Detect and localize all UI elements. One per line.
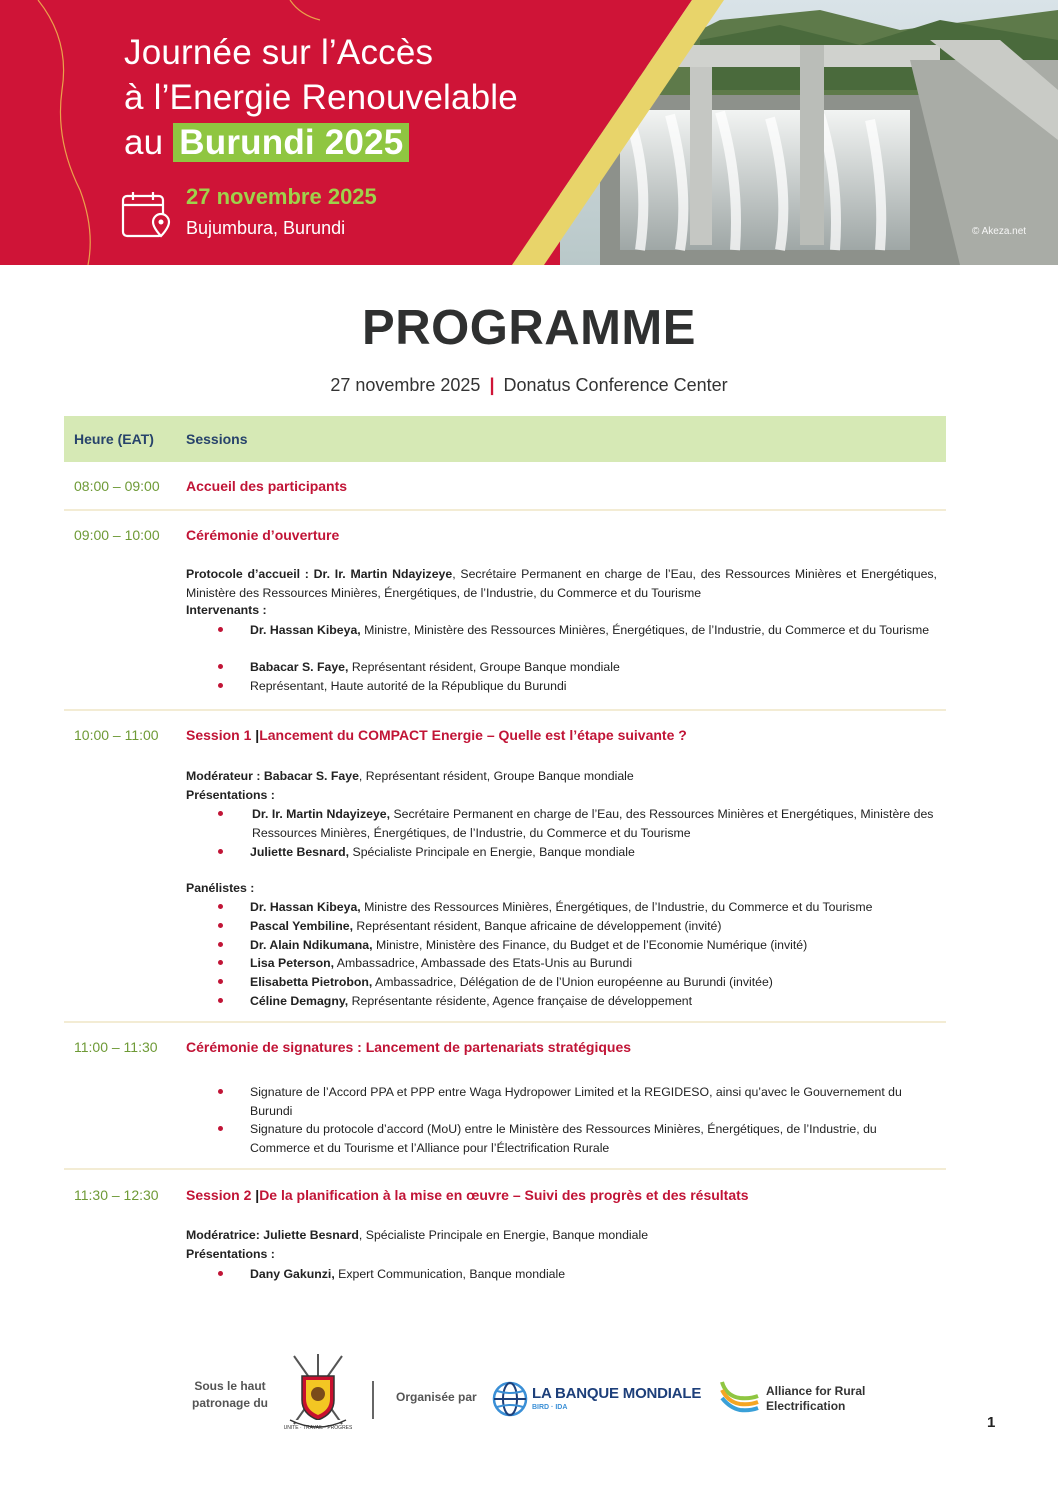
moderator-desc: , Représentant résident, Groupe Banque mondiale — [358, 769, 634, 783]
moderator-label: Modératrice: — [186, 1228, 260, 1242]
panelist-desc: Représentante résidente, Agence française de développement — [348, 994, 693, 1008]
presenter-desc: Secrétaire Permanent en charge de l’Eau, des Ressources Minières et Energétiques, Ministère des Ressources Minières, Énergétiques, de l’Industrie, du Commerce et du Tourisme — [252, 807, 934, 840]
organised-by-text: Organisée par — [396, 1390, 477, 1404]
panelist-desc: Ministre des Ressources Minières, Énergétiques, de l’Industrie, du Commerce et du Tourisme — [360, 900, 873, 914]
bullet-icon — [218, 627, 223, 632]
subtitle-venue: Donatus Conference Center — [503, 375, 728, 395]
row-divider — [64, 1021, 946, 1023]
presenter-name: Dany Gakunzi, — [250, 1267, 335, 1281]
footer-divider — [372, 1381, 374, 1419]
column-header-sessions: Sessions — [186, 431, 248, 447]
world-bank-name: LA BANQUE MONDIALE — [532, 1385, 702, 1402]
panelist-name: Pascal Yembiline, — [250, 919, 353, 933]
table-header — [64, 416, 946, 462]
row-title: Accueil des participants — [186, 478, 348, 494]
list-item — [250, 917, 940, 936]
panelists-label-text: Panélistes : — [186, 881, 255, 895]
calendar-location-icon — [121, 190, 173, 242]
bullet-icon — [218, 923, 223, 928]
list-item: Signature du protocole d’accord (MoU) entre le Ministère des Ressources Minières, Énergétiques, de l’Industrie, du Commerce et du Tourisme et l’Alliance pour l’Électrification Rurale — [250, 1122, 877, 1155]
bullet-icon — [218, 849, 223, 854]
banner-title — [124, 30, 518, 165]
list-item — [250, 677, 940, 696]
panelist-name: Céline Demagny, — [250, 994, 349, 1008]
bullet-icon — [218, 942, 223, 947]
list-item — [250, 658, 940, 677]
list-item — [250, 898, 940, 917]
list-item — [250, 954, 940, 973]
row-title — [186, 727, 687, 743]
row-divider — [64, 709, 946, 711]
speaker-desc: Représentant résident, Groupe Banque mondiale — [348, 660, 620, 674]
row-divider — [64, 509, 946, 511]
burundi-coat-of-arms-icon — [284, 1354, 352, 1436]
protocol-name: Dr. Ir. Martin Ndayizeye — [313, 567, 453, 581]
moderator-name: Juliette Besnard — [263, 1228, 359, 1242]
banner-date: 27 novembre 2025 — [186, 184, 377, 209]
protocol-desc: , Secrétaire Permanent en charge de l’Eau, des Ressources Minières et Energétiques, Ministère des Ressources Minières, Énergétiques, de l’Industrie, du Commerce et du Tourisme — [186, 567, 937, 600]
moderator-name: Babacar S. Faye — [263, 769, 359, 783]
list-item — [250, 621, 940, 640]
page-subtitle — [0, 375, 1058, 396]
panelist-desc: Ambassadrice, Délégation de de l’Union européenne au Burundi (invitée) — [372, 975, 773, 989]
speaker-desc: Ministre, Ministère des Ressources Minières, Énergétiques, de l’Industrie, du Commerce et du Tourisme — [360, 623, 930, 637]
patronage-text: Sous le haut patronage du — [191, 1379, 268, 1410]
speaker-desc: Représentant, Haute autorité de la République du Burundi — [250, 679, 567, 693]
bullet-icon — [218, 664, 223, 669]
bullet-icon — [218, 904, 223, 909]
session-title: De la planification à la mise en œuvre – Suivi des progrès et des résultats — [259, 1187, 749, 1203]
bullet-icon — [218, 979, 223, 984]
session-separator: | — [255, 1187, 260, 1203]
presenter-name: Juliette Besnard, — [250, 845, 350, 859]
banner-title-line-2: à l’Energie Renouvelable — [124, 78, 518, 117]
row-divider — [64, 1168, 946, 1170]
session-separator: | — [255, 727, 260, 743]
list-item — [250, 992, 940, 1011]
presentations-label — [186, 786, 937, 805]
presentations-label — [186, 1245, 937, 1264]
column-header-time: Heure (EAT) — [74, 431, 154, 447]
presenter-desc: Spécialiste Principale en Energie, Banque mondiale — [349, 845, 635, 859]
speaker-name: Babacar S. Faye, — [250, 660, 349, 674]
presenter-desc: Expert Communication, Banque mondiale — [334, 1267, 566, 1281]
row-time: 10:00 – 11:00 — [74, 727, 159, 743]
moderator-line — [186, 1226, 937, 1245]
row-title: Cérémonie d’ouverture — [186, 527, 340, 543]
panelist-name: Lisa Peterson, — [250, 956, 335, 970]
moderator-line — [186, 767, 937, 786]
photo-credit: © Akeza.net — [972, 226, 1027, 237]
panelist-desc: Représentant résident, Banque africaine de développement (invité) — [353, 919, 722, 933]
row-title — [186, 1187, 749, 1203]
moderator-label: Modérateur : — [186, 769, 261, 783]
presentations-label-text: Présentations : — [186, 788, 275, 802]
page-number: 1 — [987, 1414, 996, 1431]
alliance-rural-electrification-icon — [720, 1376, 760, 1416]
event-banner — [0, 0, 1058, 265]
subtitle-date: 27 novembre 2025 — [330, 375, 481, 395]
banner-title-prefix: au — [124, 123, 164, 162]
row-time: 08:00 – 09:00 — [74, 478, 160, 494]
protocol-label: Protocole d’accueil : — [186, 567, 309, 581]
session-title: Lancement du COMPACT Energie – Quelle est l’étape suivante ? — [259, 727, 687, 743]
bullet-icon — [218, 1126, 223, 1131]
bullet-icon — [218, 1089, 223, 1094]
panelist-name: Dr. Hassan Kibeya, — [250, 900, 361, 914]
banner-title-line-1: Journée sur l’Accès — [124, 33, 434, 72]
protocol-paragraph — [186, 565, 937, 602]
panelist-desc: Ambassadrice, Ambassade des Etats-Unis au Burundi — [334, 956, 633, 970]
banner-title-highlight: Burundi 2025 — [173, 123, 409, 162]
row-time: 11:00 – 11:30 — [74, 1039, 158, 1055]
emblem-motto: UNITE · TRAVAIL · PROGRES — [284, 1425, 352, 1431]
bullet-icon — [218, 683, 223, 688]
page-title: PROGRAMME — [362, 301, 696, 355]
list-item — [250, 843, 940, 862]
row-time: 11:30 – 12:30 — [74, 1187, 159, 1203]
moderator-desc: , Spécialiste Principale en Energie, Banque mondiale — [358, 1228, 649, 1242]
banner-location: Bujumbura, Burundi — [186, 218, 346, 238]
bullet-icon — [218, 998, 223, 1003]
bullet-icon — [218, 1271, 223, 1276]
alliance-name: Alliance for Rural Electrification — [766, 1384, 866, 1413]
presentations-label-text: Présentations : — [186, 1247, 275, 1261]
speakers-label — [186, 601, 937, 620]
bullet-icon — [218, 811, 223, 816]
list-item — [250, 1265, 940, 1284]
row-title: Cérémonie de signatures : Lancement de partenariats stratégiques — [186, 1039, 632, 1055]
row-time: 09:00 – 10:00 — [74, 527, 160, 543]
world-bank-globe-icon — [492, 1381, 528, 1417]
presenter-name: Dr. Ir. Martin Ndayizeye, — [252, 807, 391, 821]
list-item — [250, 936, 940, 955]
speakers-label-text: Intervenants : — [186, 603, 267, 617]
panelist-desc: Ministre, Ministère des Finance, du Budget et de l’Economie Numérique (invité) — [372, 938, 808, 952]
panelists-label — [186, 879, 937, 898]
list-item: Signature de l’Accord PPA et PPP entre Waga Hydropower Limited et la REGIDESO, ainsi qu’avec le Gouvernement du Burundi — [250, 1085, 902, 1118]
banner-title-line-3 — [124, 120, 518, 165]
world-bank-subtitle: BIRD · IDA — [532, 1404, 568, 1411]
speaker-name: Dr. Hassan Kibeya, — [250, 623, 361, 637]
session-number: Session 1 — [186, 727, 252, 743]
list-item — [250, 973, 940, 992]
session-number: Session 2 — [186, 1187, 252, 1203]
subtitle-separator: | — [489, 375, 495, 395]
panelist-name: Dr. Alain Ndikumana, — [250, 938, 373, 952]
bullet-icon — [218, 960, 223, 965]
list-item — [252, 805, 942, 842]
panelist-name: Elisabetta Pietrobon, — [250, 975, 373, 989]
